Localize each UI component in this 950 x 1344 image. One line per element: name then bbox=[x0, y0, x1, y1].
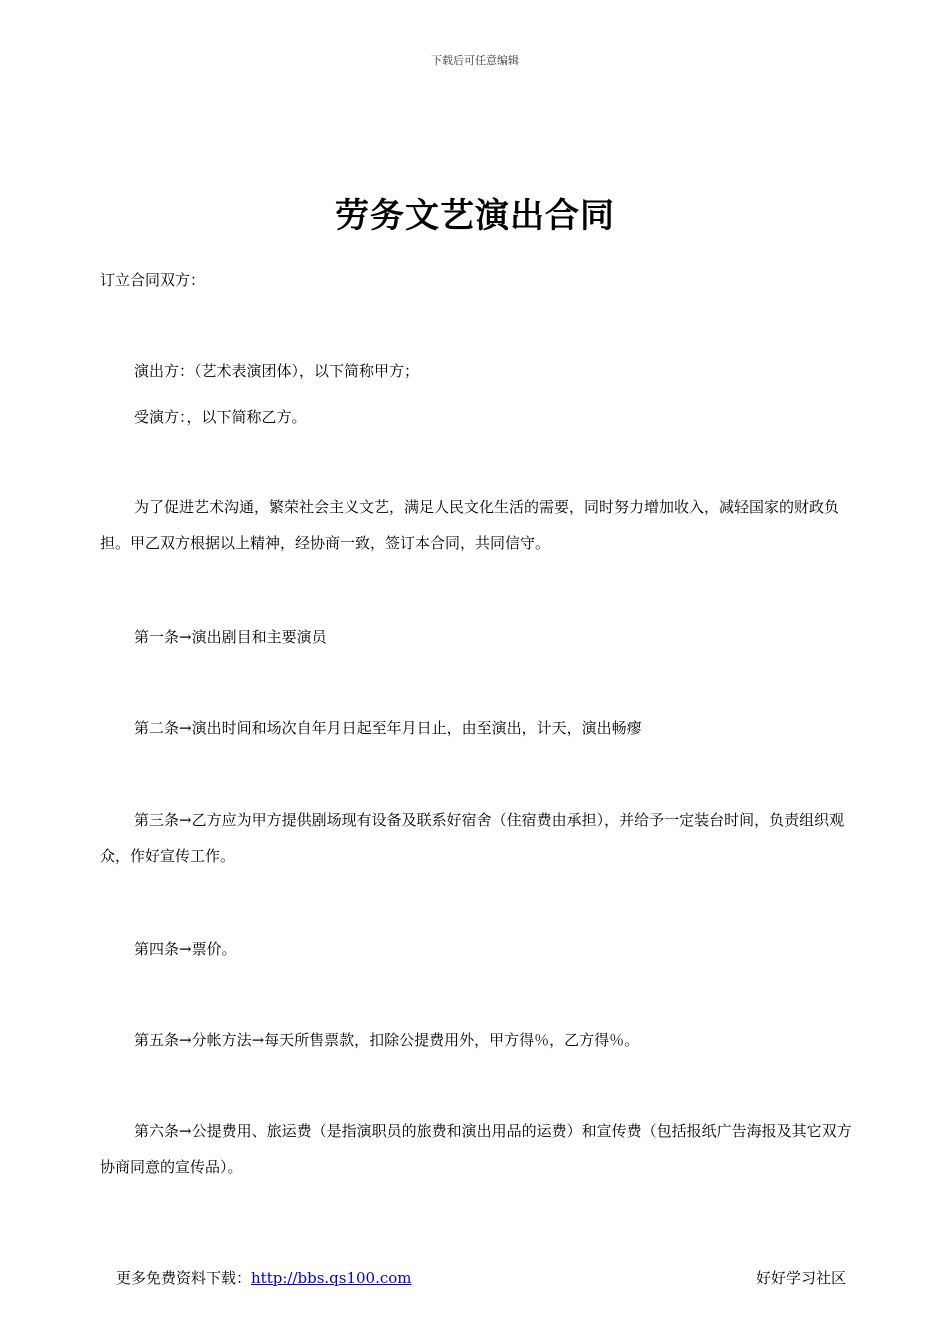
document-title: 劳务文艺演出合同 bbox=[335, 196, 615, 236]
article-2: 第二条→演出时间和场次自年月日起至年月日止，由至演出，计天，演出畅瘳 bbox=[134, 719, 642, 737]
footer-community: 好好学习社区 bbox=[755, 1269, 846, 1287]
footer-link[interactable]: http://bbs.qs100.com bbox=[251, 1269, 412, 1287]
article-3: 第三条→乙方应为甲方提供剧场现有设备及联系好宿舍（住宿费由承担），并给予一定装台时间，负责组织观众，作好宣传工作。 bbox=[100, 811, 845, 865]
intro-text: 订立合同双方： bbox=[100, 271, 206, 289]
article-6: 第六条→公提费用、旅运费（是指演职员的旅费和演出用品的运费）和宣传费（包括报纸广告海报及其它双方协商同意的宣传品）。 bbox=[100, 1122, 852, 1176]
article-1: 第一条→演出剧目和主要演员 bbox=[134, 628, 327, 646]
article-5: 第五条→分帐方法→每天所售票款，扣除公提费用外，甲方得％，乙方得％。 bbox=[134, 1031, 640, 1049]
article-4: 第四条→票价。 bbox=[134, 940, 237, 958]
header-note: 下载后可任意编辑 bbox=[431, 54, 519, 67]
party-b-text: 受演方：，以下简称乙方。 bbox=[134, 408, 307, 426]
party-a-text: 演出方：（艺术表演团体），以下简称甲方； bbox=[134, 362, 420, 380]
footer-download-label: 更多免费资料下载： bbox=[116, 1269, 252, 1287]
footer-download bbox=[116, 1267, 412, 1288]
preamble-paragraph: 为了促进艺术沟通，繁荣社会主义文艺，满足人民文化生活的需要，同时努力增加收入，减轻国家的财政负担。甲乙双方根据以上精神，经协商一致，签订本合同，共同信守。 bbox=[100, 498, 840, 552]
